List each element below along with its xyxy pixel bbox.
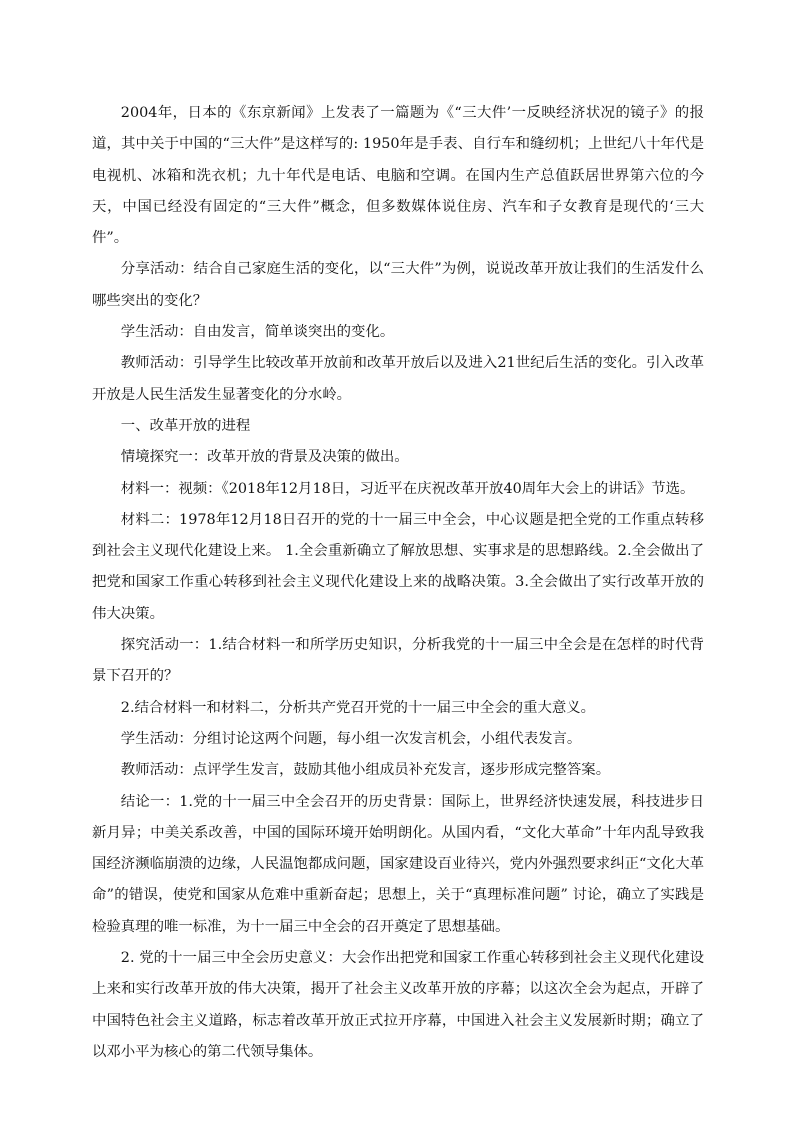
document-page xyxy=(92,98,704,1068)
conclusion-two-paragraph: 2. 党的十一届三中全会历史意义：大会作出把党和国家工作重心转移到社会主义现代化建设上来和实行改革开放的伟大决策，揭开了社会主义改革开放的序幕；以这次全会为起点，开辟了中国特色社会主义道路，标志着改革开放正式拉开序幕，中国进入社会主义发展新时期；确立了以邓小平为核心的第二代领导集体。 xyxy=(92,950,704,1060)
conclusion-one-paragraph: 结论一：1.党的十一届三中全会召开的历史背景：国际上，世界经济快速发展，科技进步日新月异；中美关系改善，中国的国际环境开始明朗化。从国内看，“文化大革命”十年内乱导致我国经济濒临崩溃的边缘，人民温饱都成问题，国家建设百业待兴，党内外强烈要求纠正“文化大革命”的错误，使党和国家从危难中重新奋起；思想上，关于“真理标准问题” 讨论，确立了实践是检验真理的唯一标准，为十一届三中全会的召开奠定了思想基础。 xyxy=(92,793,704,935)
material-one-paragraph: 材料一：视频：《2018年12月18日，习近平在庆祝改革开放40周年大会上的讲话》节选。 xyxy=(120,480,695,497)
sharing-activity-paragraph: 分享活动：结合自己家庭生活的变化，以“三大件”为例，说说改革开放让我们的生活发什么哪些突出的变化？ xyxy=(92,261,704,309)
student-discussion-paragraph: 学生活动：分组讨论这两个问题，每小组一次发言机会，小组代表发言。 xyxy=(120,730,582,747)
material-two-paragraph: 材料二：1978年12月18日召开的党的十一届三中全会，中心议题是把全党的工作重点转移到社会主义现代化建设上来。 1.全会重新确立了解放思想、实事求是的思想路线。2.全会做出了把党和国家工作重心转移到社会主义现代化建设上来的战略决策。3.全会做出了实行改革开放的伟大决策。 xyxy=(92,511,704,622)
intro-paragraph: 2004年，日本的《东京新闻》上发表了一篇题为《“三大件’一反映经济状况的镜子》的报道，其中关于中国的“三大件”是这样写的: 1950年是手表、自行车和缝纫机；上世纪八十年代是电视机、冰箱和洗衣机；九十年代是电话、电脑和空调。在国内生产总值跃居世界第六位的今天，中国已经没有固定的“三大件”概念，但多数媒体说住房、汽车和子女教育是现代的‘三大件”。 xyxy=(92,105,704,247)
teacher-comment-paragraph: 教师活动：点评学生发言，鼓励其他小组成员补充发言，逐步形成完整答案。 xyxy=(120,762,611,779)
inquiry-activity-one-paragraph: 探究活动一：1.结合材料一和所学历史知识，分析我党的十一届三中全会是在怎样的时代背景下召开的？ xyxy=(92,637,704,685)
student-activity-paragraph: 学生活动：自由发言，简单谈突出的变化。 xyxy=(120,324,395,341)
section-heading: 一、改革开放的进程 xyxy=(120,417,251,434)
inquiry-question-two-paragraph: 2.结合材料一和材料二，分析共产党召开党的十一届三中全会的重大意义。 xyxy=(120,699,596,716)
teacher-activity-paragraph: 教师活动：引导学生比较改革开放前和改革开放后以及进入21世纪后生活的变化。引入改革开放是人民生活发生显著变化的分水岭。 xyxy=(92,355,704,403)
inquiry-paragraph: 情境探究一：改革开放的背景及决策的做出。 xyxy=(120,449,409,466)
